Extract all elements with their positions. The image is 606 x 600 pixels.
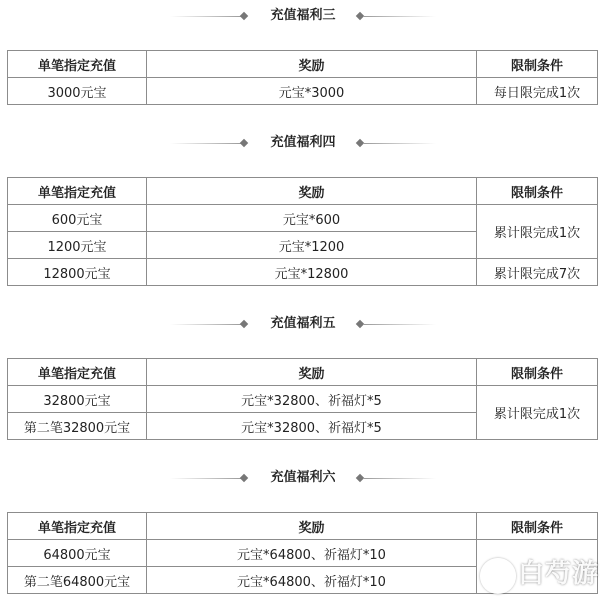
divider-line [170, 324, 242, 325]
cell-limit: 累计限完成1次 [477, 205, 598, 259]
section-title-text: 充值福利六 [270, 470, 336, 485]
cell-reward: 元宝*12800 [147, 259, 477, 286]
cell-recharge: 第二笔32800元宝 [8, 413, 147, 440]
section-title-text: 充值福利五 [270, 316, 336, 331]
cell-reward: 元宝*64800、祈福灯*10 [147, 540, 477, 567]
divider-line [170, 478, 242, 479]
header-reward: 奖励 [147, 359, 477, 386]
diamond-icon [356, 474, 364, 482]
diamond-icon [356, 320, 364, 328]
watermark-text: 白芍游 [518, 559, 600, 589]
divider-line [170, 16, 242, 17]
reward-table-3 [7, 50, 598, 105]
table-header-row [8, 51, 598, 78]
cell-recharge: 1200元宝 [8, 232, 147, 259]
cell-reward: 元宝*3000 [147, 78, 477, 105]
cell-reward: 元宝*32800、祈福灯*5 [147, 386, 477, 413]
header-recharge: 单笔指定充值 [8, 178, 147, 205]
table-row [8, 205, 598, 232]
header-recharge: 单笔指定充值 [8, 51, 147, 78]
cell-reward: 元宝*64800、祈福灯*10 [147, 567, 477, 594]
cell-recharge: 第二笔64800元宝 [8, 567, 147, 594]
header-reward: 奖励 [147, 178, 477, 205]
cell-reward: 元宝*32800、祈福灯*5 [147, 413, 477, 440]
table-row [8, 259, 598, 286]
header-recharge: 单笔指定充值 [8, 359, 147, 386]
cell-reward: 元宝*1200 [147, 232, 477, 259]
section-title-text: 充值福利四 [270, 135, 336, 150]
table-header-row [8, 513, 598, 540]
header-limit: 限制条件 [477, 178, 598, 205]
divider-line [364, 324, 436, 325]
diamond-icon [240, 12, 248, 20]
cell-limit: 每日限完成1次 [477, 78, 598, 105]
header-recharge: 单笔指定充值 [8, 513, 147, 540]
table-row [8, 78, 598, 105]
divider-line [364, 16, 436, 17]
watermark-logo-icon [480, 558, 516, 594]
header-limit: 限制条件 [477, 51, 598, 78]
site-watermark [476, 552, 602, 596]
cell-reward: 元宝*600 [147, 205, 477, 232]
cell-limit: 累计限完成7次 [477, 259, 598, 286]
cell-recharge: 600元宝 [8, 205, 147, 232]
reward-table-4 [7, 177, 598, 286]
header-reward: 奖励 [147, 513, 477, 540]
section-title-6 [0, 468, 606, 488]
diamond-icon [240, 139, 248, 147]
table-header-row [8, 178, 598, 205]
section-title-3 [0, 6, 606, 26]
section-title-4 [0, 133, 606, 153]
diamond-icon [356, 139, 364, 147]
cell-limit: 累计限完成1次 [477, 386, 598, 440]
section-title-5 [0, 314, 606, 334]
divider-line [364, 143, 436, 144]
cell-recharge: 32800元宝 [8, 386, 147, 413]
diamond-icon [240, 474, 248, 482]
diamond-icon [240, 320, 248, 328]
divider-line [170, 143, 242, 144]
cell-recharge: 64800元宝 [8, 540, 147, 567]
diamond-icon [356, 12, 364, 20]
section-title-text: 充值福利三 [270, 8, 336, 23]
reward-table-5 [7, 358, 598, 440]
cell-recharge: 3000元宝 [8, 78, 147, 105]
header-limit: 限制条件 [477, 513, 598, 540]
header-limit: 限制条件 [477, 359, 598, 386]
divider-line [364, 478, 436, 479]
cell-recharge: 12800元宝 [8, 259, 147, 286]
table-row [8, 386, 598, 413]
header-reward: 奖励 [147, 51, 477, 78]
table-header-row [8, 359, 598, 386]
